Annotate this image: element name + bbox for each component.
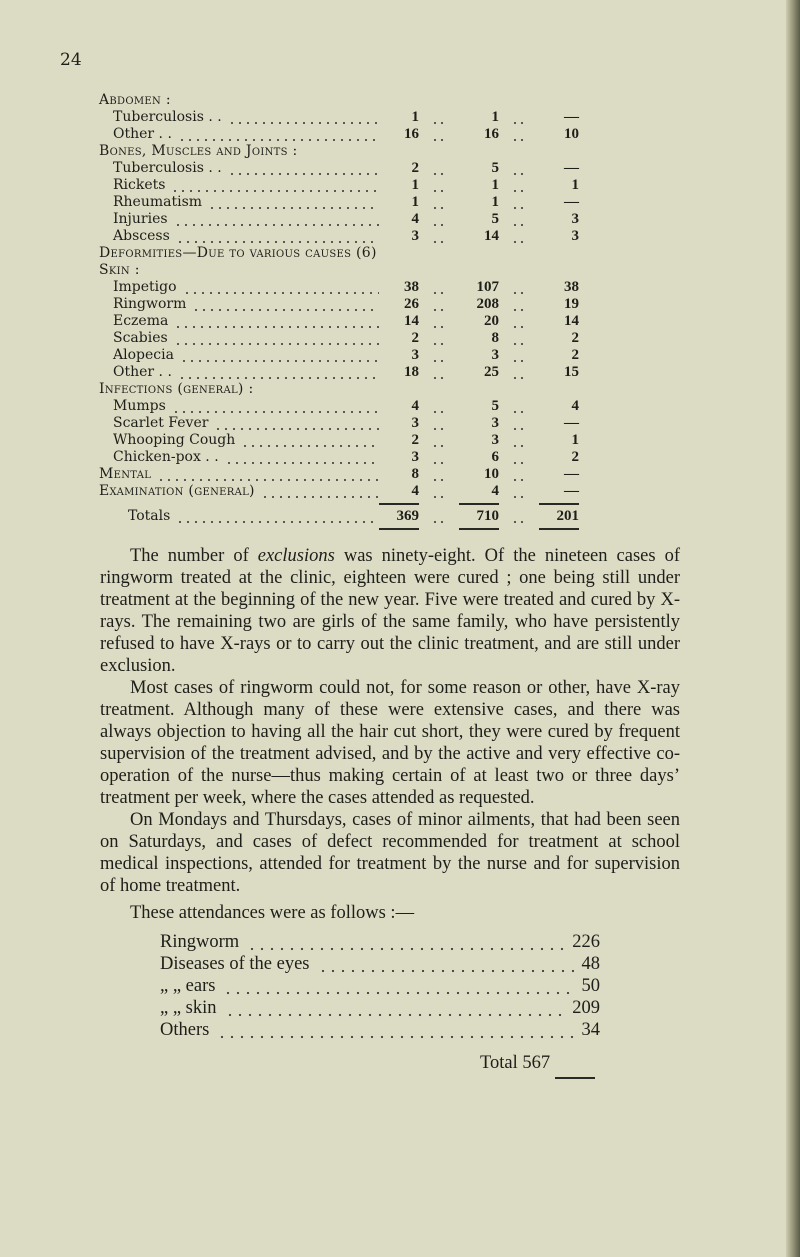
leader-dots (419, 160, 459, 177)
table-row (99, 296, 579, 313)
cell-value: 3 (411, 415, 419, 431)
leader-dots (499, 466, 539, 483)
attendance-label: Others (160, 1020, 210, 1040)
leader-dots (419, 228, 459, 245)
leader-dots (247, 931, 564, 953)
attendances-total (480, 1051, 786, 1075)
leader-dots (419, 466, 459, 483)
cell-value: 4 (571, 398, 579, 414)
leader-dots (419, 415, 459, 432)
total-label: Total (480, 1053, 518, 1073)
cell-value: 3 (491, 415, 499, 431)
cell-value: 8 (491, 330, 499, 346)
leader-dots (172, 398, 379, 415)
attendance-label: Ringworm (160, 932, 240, 952)
leader-dots (499, 364, 539, 381)
leader-dots (419, 279, 459, 296)
cell-value: 1 (491, 177, 499, 193)
cell-value: 3 (571, 211, 579, 227)
cell-value: 20 (484, 313, 499, 329)
leader-dots (499, 415, 539, 432)
leader-dots (419, 177, 459, 194)
rule (539, 528, 579, 530)
row-label: Whooping Cough (113, 432, 236, 448)
emphasis: exclusions (257, 546, 335, 566)
row-label: Tuberculosis . . (113, 160, 222, 176)
leader-dots (499, 160, 539, 177)
leader-dots (318, 953, 574, 975)
cell-value: 19 (564, 296, 579, 312)
row-label: Rickets (113, 177, 166, 193)
text: On Mondays and Thursdays, cases of minor ailments, that had been seen on Saturdays, and cases of defect recommended for treatment at school medical inspections, attended for treatment by the nurse and for supervision of home treatment. (100, 810, 680, 896)
table-row (99, 449, 579, 466)
cell-value: 1 (411, 177, 419, 193)
leader-dots (178, 364, 379, 381)
table-row (99, 466, 579, 483)
cell-value: — (564, 109, 579, 125)
table-row (99, 432, 579, 449)
cell-value: 201 (556, 508, 579, 524)
cell-value: 369 (396, 508, 419, 524)
page-content (0, 50, 786, 1079)
table-row (99, 330, 579, 347)
leader-dots (228, 160, 379, 177)
leader-dots (499, 347, 539, 364)
attendance-value: 48 (581, 954, 600, 974)
leader-dots (499, 432, 539, 449)
column-rules (99, 500, 579, 508)
row-label: Examination (general) (99, 483, 255, 499)
leader-dots (228, 109, 379, 126)
cell-value: 208 (476, 296, 499, 312)
leader-dots (419, 194, 459, 211)
cell-value: 1 (491, 194, 499, 210)
rule (379, 528, 419, 530)
cell-value: 3 (491, 432, 499, 448)
row-label: Injuries (113, 211, 168, 227)
cell-value: 2 (571, 347, 579, 363)
page-number: 24 (60, 50, 82, 70)
cell-value: 8 (411, 466, 419, 482)
table-row (99, 364, 579, 381)
row-label: Other . . (113, 364, 172, 380)
row-label: Scabies (113, 330, 168, 346)
row-label: Scarlet Fever (113, 415, 209, 431)
cell-value: — (564, 415, 579, 431)
leader-dots (183, 279, 379, 296)
attendances-intro: These attendances were as follows :— (130, 903, 415, 923)
row-label: Mental (99, 466, 152, 482)
leader-dots (499, 508, 539, 525)
table-row (99, 177, 579, 194)
leader-dots (499, 109, 539, 126)
row-label: Eczema (113, 313, 169, 329)
attendance-item (160, 1019, 600, 1041)
totals-label: Totals (128, 508, 171, 524)
table-row (99, 347, 579, 364)
leader-dots (176, 508, 379, 525)
table-row (99, 415, 579, 432)
leader-dots (261, 483, 379, 500)
leader-dots (419, 449, 459, 466)
cell-value: — (564, 466, 579, 482)
leader-dots (241, 432, 379, 449)
attendance-label: „ „ skin (160, 998, 217, 1018)
row-label: Skin : (99, 262, 140, 278)
leader-dots (157, 466, 379, 483)
leader-dots (176, 228, 379, 245)
cell-value: 5 (491, 211, 499, 227)
cell-value: 4 (411, 483, 419, 499)
rule (539, 503, 579, 505)
leader-dots (499, 398, 539, 415)
leader-dots (419, 398, 459, 415)
table-row (99, 398, 579, 415)
cell-value: 1 (411, 194, 419, 210)
leader-dots (419, 330, 459, 347)
ailments-table (99, 92, 579, 533)
cell-value: 4 (411, 211, 419, 227)
leader-dots (419, 126, 459, 143)
leader-dots (499, 296, 539, 313)
cell-value: 1 (411, 109, 419, 125)
leader-dots (499, 313, 539, 330)
table-row (99, 92, 579, 109)
row-label: Bones, Muscles and Joints : (99, 143, 298, 159)
table-row (99, 160, 579, 177)
leader-dots (419, 109, 459, 126)
leader-dots (419, 313, 459, 330)
cell-value: 25 (484, 364, 499, 380)
cell-value: 2 (411, 330, 419, 346)
row-label: Rheumatism (113, 194, 203, 210)
leader-dots (419, 432, 459, 449)
row-label: Tuberculosis . . (113, 109, 222, 125)
leader-dots (419, 296, 459, 313)
cell-value: 14 (404, 313, 419, 329)
total-value: 567 (522, 1053, 551, 1073)
cell-value: 16 (404, 126, 419, 142)
cell-value: 2 (571, 330, 579, 346)
leader-dots (174, 313, 379, 330)
table-row (99, 126, 579, 143)
attendance-item (160, 931, 600, 953)
table-row (99, 109, 579, 126)
leader-dots (225, 449, 379, 466)
cell-value: 6 (491, 449, 499, 465)
leader-dots (419, 364, 459, 381)
cell-value: 38 (564, 279, 579, 295)
attendance-item (160, 953, 600, 975)
cell-value: 1 (571, 177, 579, 193)
leader-dots (499, 330, 539, 347)
cell-value: 710 (476, 508, 499, 524)
totals-row (99, 508, 579, 525)
cell-value: 107 (476, 279, 499, 295)
cell-value: 16 (484, 126, 499, 142)
row-label: Other . . (113, 126, 172, 142)
leader-dots (174, 330, 379, 347)
rule (379, 503, 419, 505)
leader-dots (419, 483, 459, 500)
attendances-list (160, 931, 600, 1041)
leader-dots (499, 194, 539, 211)
leader-dots (192, 296, 379, 313)
leader-dots (419, 508, 459, 525)
cell-value: — (564, 160, 579, 176)
table-row (99, 143, 579, 160)
cell-value: 3 (411, 347, 419, 363)
table-row (99, 483, 579, 500)
cell-value: 15 (564, 364, 579, 380)
paragraph (100, 809, 680, 897)
total-rule (555, 1077, 595, 1079)
leader-dots (214, 415, 379, 432)
attendance-value: 226 (572, 932, 600, 952)
cell-value: 2 (411, 432, 419, 448)
cell-value: 3 (491, 347, 499, 363)
page-edge (786, 0, 800, 1257)
column-rules (99, 525, 579, 533)
leader-dots (180, 347, 379, 364)
row-label: Impetigo (113, 279, 177, 295)
cell-value: 5 (491, 160, 499, 176)
leader-dots (499, 211, 539, 228)
cell-value: 38 (404, 279, 419, 295)
cell-value: 5 (491, 398, 499, 414)
cell-value: 1 (571, 432, 579, 448)
cell-value: 3 (571, 228, 579, 244)
leader-dots (499, 449, 539, 466)
cell-value: 1 (491, 109, 499, 125)
leader-dots (419, 347, 459, 364)
cell-value: 3 (411, 228, 419, 244)
table-row (99, 381, 579, 398)
table-row (99, 194, 579, 211)
leader-dots (174, 211, 379, 228)
attendance-label: „ „ ears (160, 976, 216, 996)
cell-value: — (564, 483, 579, 499)
cell-value: 4 (491, 483, 499, 499)
text: Most cases of ringworm could not, for some reason or other, have X-ray treatment. Although many of these were extensive cases, and there was always objection to having all the hair cut short, they were cured by frequent supervision of the treatment advised, and by the active and very effective co-operation of the nurse—thus making certain of at least two or three days’ treatment per week, where the cases attended as requested. (100, 678, 680, 808)
leader-dots (208, 194, 379, 211)
table-row (99, 245, 579, 262)
leader-dots (217, 1019, 573, 1041)
paragraph (100, 545, 680, 677)
cell-value: 14 (564, 313, 579, 329)
table-row (99, 211, 579, 228)
leader-dots (499, 177, 539, 194)
row-label: Ringworm (113, 296, 187, 312)
cell-value: 10 (484, 466, 499, 482)
attendance-value: 34 (581, 1020, 600, 1040)
leader-dots (499, 483, 539, 500)
row-label: Abdomen : (99, 92, 171, 108)
table-row (99, 313, 579, 330)
cell-value: 26 (404, 296, 419, 312)
attendance-item (160, 975, 600, 997)
leader-dots (178, 126, 379, 143)
attendance-value: 50 (581, 976, 600, 996)
row-label: Mumps (113, 398, 166, 414)
cell-value: 10 (564, 126, 579, 142)
row-label: Chicken-pox . . (113, 449, 219, 465)
leader-dots (225, 997, 565, 1019)
leader-dots (171, 177, 379, 194)
cell-value: 2 (571, 449, 579, 465)
cell-value: 2 (411, 160, 419, 176)
leader-dots (419, 211, 459, 228)
text: The number of (130, 546, 258, 566)
text: was ninety-eight. Of the nineteen cases of ringworm treated at the clinic, eighteen were cured ; one being still under treatment at the beginning of the new year. Five were treated and cured by X-rays. The remaining two are girls of the same family, who have persistently refused to have X-rays or to carry out the clinic treatment, and are still under exclusion. (100, 546, 680, 676)
cell-value: 14 (484, 228, 499, 244)
leader-dots (499, 228, 539, 245)
table-row (99, 228, 579, 245)
row-label: Abscess (113, 228, 170, 244)
leader-dots (223, 975, 573, 997)
rule (459, 503, 499, 505)
row-label: Alopecia (113, 347, 174, 363)
row-label: Infections (general) : (99, 381, 254, 397)
attendance-label: Diseases of the eyes (160, 954, 310, 974)
cell-value: 4 (411, 398, 419, 414)
body-text (100, 545, 680, 897)
cell-value: — (564, 194, 579, 210)
cell-value: 3 (411, 449, 419, 465)
leader-dots (499, 279, 539, 296)
leader-dots (499, 126, 539, 143)
row-label: Deformities—Due to various causes (6) (99, 245, 377, 261)
table-row (99, 279, 579, 296)
cell-value: 18 (404, 364, 419, 380)
attendance-value: 209 (572, 998, 600, 1018)
attendance-item (160, 997, 600, 1019)
rule (459, 528, 499, 530)
table-row (99, 262, 579, 279)
paragraph (100, 677, 680, 809)
